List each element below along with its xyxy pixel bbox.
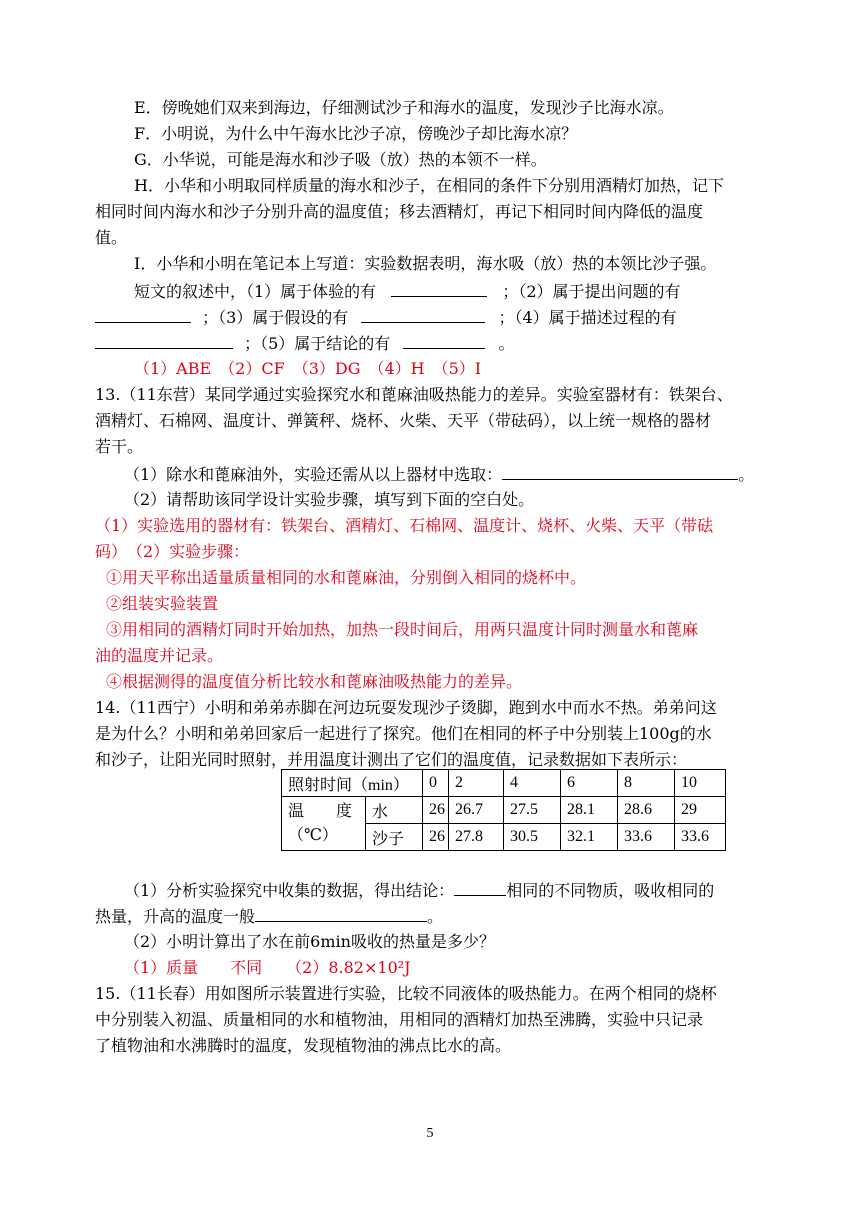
q14-stem-line2: 是为什么？小明和弟弟回家后一起进行了探究。他们在相同的杯子中分别装上100g的水 [95, 724, 712, 743]
q13-stem-line2: 酒精灯、石棉网、温度计、弹簧秤、烧杯、火柴、天平（带砝码），以上统一规格的器材 [95, 411, 712, 430]
temperature-unit: （℃） [288, 826, 338, 844]
q15-stem-line3: 了植物油和水沸腾时的温度，发现植物油的沸点比水的高。 [95, 1036, 512, 1055]
q12-prompt-line2 [95, 307, 677, 328]
temperature-label-cell [282, 797, 366, 851]
q13-step-4: ④根据测得的温度值分析比较水和蓖麻油吸热能力的差异。 [106, 672, 523, 691]
water-cell: 26 [423, 797, 449, 824]
time-cell: 2 [449, 770, 504, 797]
answer-blank[interactable] [454, 880, 506, 896]
q13-sub1-end: 。 [738, 465, 755, 484]
page-number: 5 [426, 1126, 434, 1141]
time-cell: 6 [561, 770, 618, 797]
q13-stem-line3: 若干。 [95, 437, 144, 456]
water-cell: 29 [675, 797, 726, 824]
q12-item-h-line2: 相同时间内海水和沙子分别升高的温度值；移去酒精灯，再记下相同时间内降低的温度 [95, 202, 704, 221]
table-row [282, 797, 726, 824]
table-row [282, 770, 726, 797]
answer-blank[interactable] [95, 333, 233, 349]
sand-cell: 27.8 [449, 824, 504, 851]
q14-answer: （1）质量 不同 （2）8.82×10²J [124, 958, 411, 977]
time-cell: 4 [504, 770, 561, 797]
temperature-table [281, 769, 726, 851]
q12-prompt-question: ；（2）属于提出问题的有 [502, 282, 681, 301]
q12-prompt-process: ；（4）属于描述过程的有 [498, 308, 677, 327]
answer-blank[interactable] [391, 281, 487, 297]
q14-sub1-text-2: 相同的不同物质，吸收相同的 [506, 881, 715, 900]
q13-step-1: ①用天平称出适量质量相同的水和蓖麻油，分别倒入相同的烧杯中。 [106, 568, 587, 587]
q12-prompt-line1 [134, 281, 681, 302]
q14-sub1-line1 [124, 880, 714, 901]
q12-prompt-end: 。 [498, 334, 515, 353]
q14-sub2: （2）小明计算出了水在前6min吸收的热量是多少？ [124, 932, 495, 951]
temperature-label: 温 度 [288, 802, 353, 820]
sand-cell: 33.6 [618, 824, 675, 851]
q13-sub1 [124, 464, 754, 485]
q12-prompt-experience: 短文的叙述中，（1）属于体验的有 [134, 282, 377, 301]
q13-stem-line1: 13.（11东营）某同学通过实验探究水和蓖麻油吸热能力的差异。实验室器材有：铁架台、 [95, 385, 733, 404]
q12-item-h-line1: H．小华和小明取同样质量的海水和沙子，在相同的条件下分别用酒精灯加热，记下 [134, 176, 724, 195]
answer-blank[interactable] [502, 464, 738, 480]
time-cell: 10 [675, 770, 726, 797]
answer-blank[interactable] [95, 307, 191, 323]
q15-stem-line1: 15.（11长春）用如图所示装置进行实验，比较不同液体的吸热能力。在两个相同的烧杯 [95, 984, 717, 1003]
q12-item-e: E．傍晚她们双来到海边，仔细测试沙子和海水的温度，发现沙子比海水凉。 [134, 98, 674, 117]
time-cell: 0 [423, 770, 449, 797]
q13-step-3-line1: ③用相同的酒精灯同时开始加热，加热一段时间后，用两只温度计同时测量水和蓖麻 [106, 620, 699, 639]
water-cell: 27.5 [504, 797, 561, 824]
q12-prompt-hypothesis: ；（3）属于假设的有 [202, 308, 349, 327]
q12-item-g: G．小华说，可能是海水和沙子吸（放）热的本领不一样。 [134, 150, 547, 169]
sand-cell: 26 [423, 824, 449, 851]
answer-blank[interactable] [255, 906, 427, 922]
sand-label-cell: 沙子 [366, 824, 423, 851]
q12-item-f: F．小明说，为什么中午海水比沙子凉，傍晚沙子却比海水凉？ [134, 124, 578, 143]
water-cell: 26.7 [449, 797, 504, 824]
sand-cell: 32.1 [561, 824, 618, 851]
time-cell: 8 [618, 770, 675, 797]
q13-sub2: （2）请帮助该同学设计实验步骤，填写到下面的空白处。 [124, 490, 535, 509]
q14-sub1-line2 [95, 906, 443, 927]
q13-step-2: ②组装实验装置 [106, 594, 219, 613]
q12-prompt-conclusion: ；（5）属于结论的有 [244, 334, 391, 353]
q14-sub1-text: （1）分析实验探究中收集的数据，得出结论： [124, 881, 455, 900]
q12-answer: （1）ABE （2）CF （3）DG （4）H （5）I [134, 359, 482, 378]
q15-stem-line2: 中分别装入初温、质量相同的水和植物油，用相同的酒精灯加热至沸腾，实验中只记录 [95, 1010, 704, 1029]
sand-cell: 33.6 [675, 824, 726, 851]
q14-sub1-end: 。 [427, 907, 444, 926]
q12-item-i: I．小华和小明在笔记本上写道：实验数据表明，海水吸（放）热的本领比沙子强。 [134, 254, 717, 273]
q13-step-3-line2: 油的温度并记录。 [95, 646, 224, 665]
q13-sub1-text: （1）除水和蓖麻油外，实验还需从以上器材中选取： [124, 465, 503, 484]
sand-cell: 30.5 [504, 824, 561, 851]
q12-item-h-line3: 值。 [95, 228, 128, 247]
water-label-cell: 水 [366, 797, 423, 824]
water-cell: 28.6 [618, 797, 675, 824]
answer-blank[interactable] [403, 333, 485, 349]
q12-prompt-line3 [95, 333, 514, 354]
q14-stem-line1: 14.（11西宁）小明和弟弟赤脚在河边玩耍发现沙子烫脚，跑到水中而水不热。弟弟问这 [95, 698, 717, 717]
time-header-cell: 照射时间（min） [282, 770, 423, 797]
answer-blank[interactable] [361, 307, 485, 323]
q14-stem-line3: 和沙子，让阳光同时照射，并用温度计测出了它们的温度值，记录数据如下表所示： [95, 750, 688, 769]
q14-sub1-text-3: 热量，升高的温度一般 [95, 907, 256, 926]
water-cell: 28.1 [561, 797, 618, 824]
q13-answer-line1: （1）实验选用的器材有：铁架台、酒精灯、石棉网、温度计、烧杯、火柴、天平（带砝 [95, 516, 714, 535]
q13-answer-line2: 码） （2）实验步骤： [95, 542, 250, 561]
